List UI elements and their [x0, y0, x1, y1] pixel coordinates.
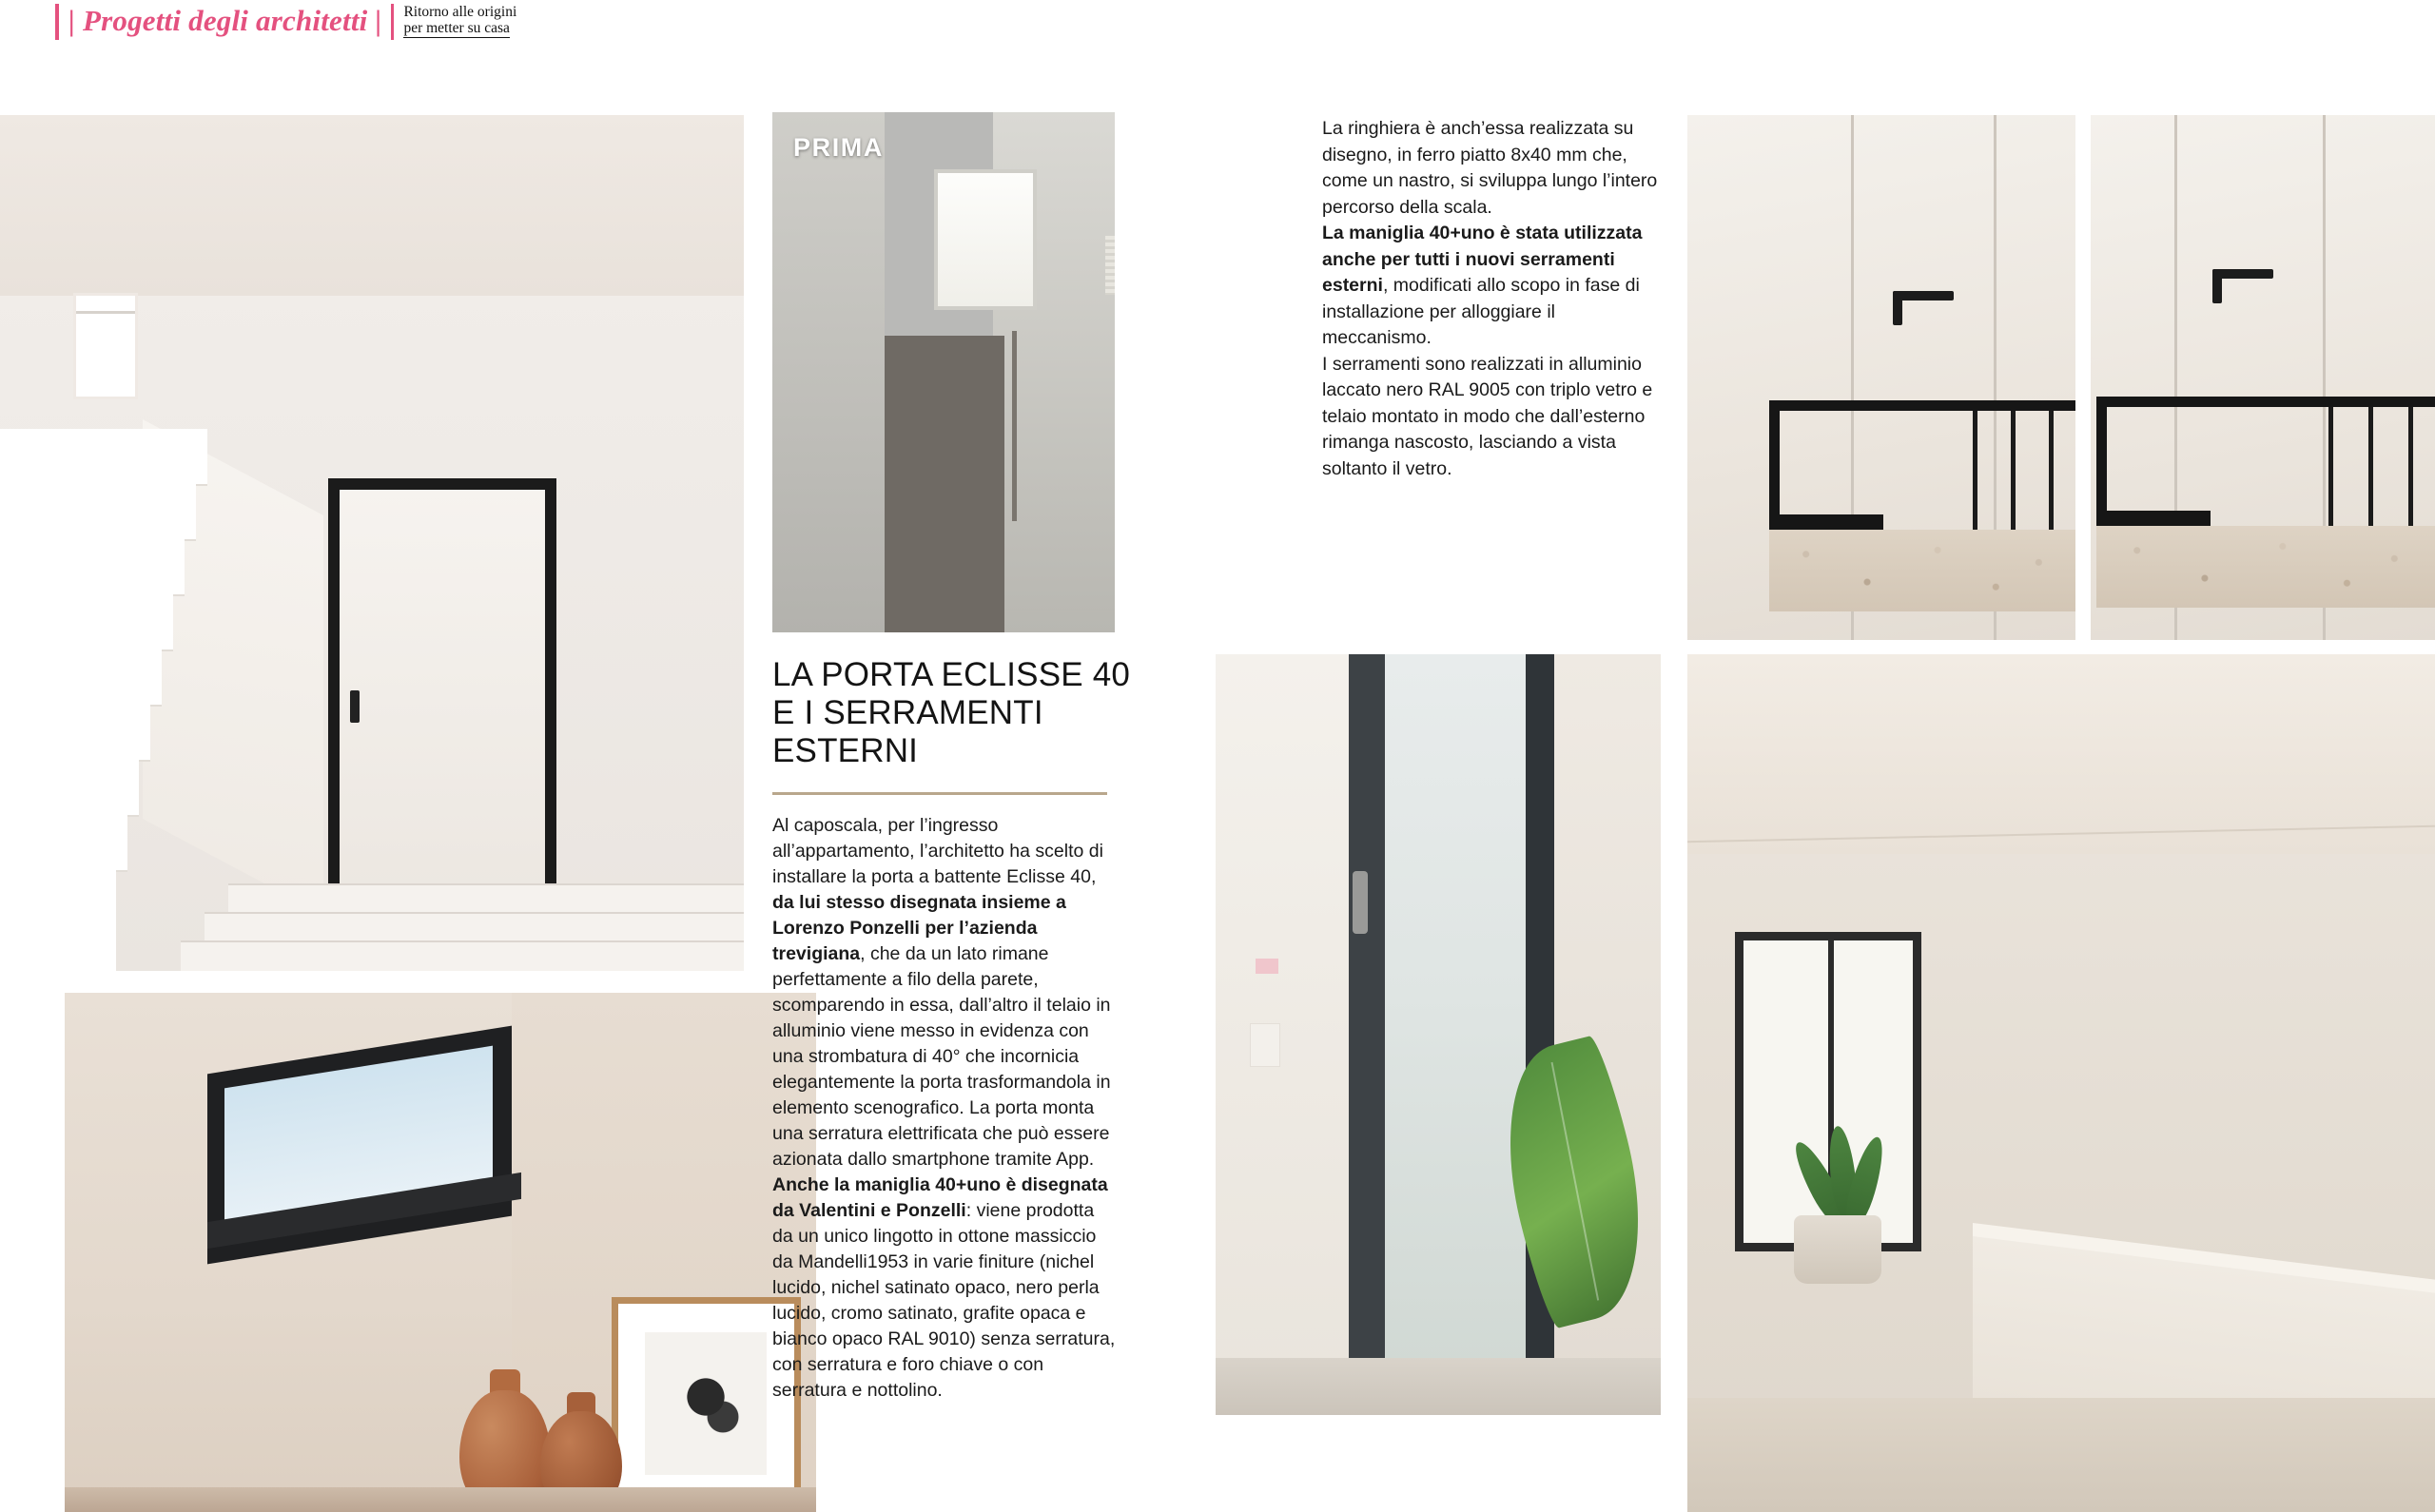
landing-step: [228, 883, 744, 914]
ceiling: [1687, 654, 2435, 854]
header-accent-rule-right: [391, 4, 394, 40]
article-body: [772, 813, 1117, 1404]
paragraph-handle-bold: La maniglia 40+uno è stata utilizzata anche per tutti i nuovi serramenti esterni: [1322, 223, 1643, 296]
page-header: [0, 0, 2435, 63]
photo-window-detail-with-leaf: [1216, 654, 1661, 1415]
old-step: [885, 484, 1004, 512]
article-headline: [772, 656, 1134, 770]
stair-step: [0, 429, 207, 486]
wall-left: [772, 112, 885, 632]
old-stairs: [885, 336, 1004, 632]
headline-line-2: E I SERRAMENTI: [772, 694, 1043, 731]
body-paragraph-2: [772, 1173, 1117, 1404]
body-p2-bold: Anche la maniglia 40+uno è disegnata da Valentini e Ponzelli: [772, 1174, 1108, 1221]
old-step: [885, 583, 1004, 611]
paragraph-handle-rest: , modificati allo scopo in fase di installazione per alloggiare il meccanismo.: [1322, 275, 1640, 348]
headline-line-1: LA PORTA ECLISSE 40: [772, 656, 1131, 693]
window-frame-outer: [1349, 654, 1385, 1415]
photo-stair-with-black-framed-door: [0, 115, 744, 971]
railing-baluster: [1973, 411, 1977, 544]
stair-step: [0, 870, 116, 971]
terrazzo-step: [2096, 526, 2435, 608]
flat-iron-handrail: [2096, 397, 2435, 407]
old-window: [934, 169, 1037, 310]
headline-divider: [772, 792, 1107, 795]
body-p2-rest: : viene prodotta da un unico lingotto in ottone massiccio da Mandelli1953 in varie finiture (nichel lucido, nichel satinato opaco, nero perla lucido, cromo satinato, grafite opaca e bianco opaco RAL 9010) senza serratura, con serratura e foro chiave o con serratura e nottolino.: [772, 1200, 1116, 1401]
old-step: [885, 385, 1004, 413]
body-p1-part2: , che da un lato rimane perfettamente a filo della parete, scomparendo in essa, dall’altro il telaio in alluminio viene messo in evidenza con una strombatura di 40° che incornicia elegantemente la porta trasformandola in elemento scenografico. La porta monta una serratura elettrificata che può essere azionata dallo smartphone tramite App.: [772, 943, 1111, 1170]
flat-iron-handrail: [1769, 400, 2075, 411]
window-glass: [1385, 654, 1526, 1415]
old-step: [885, 336, 1004, 363]
step-nosing-black: [1769, 514, 1883, 530]
text-column-top-right: [1322, 116, 1665, 482]
header-inner: [55, 2, 516, 40]
window-handle: [1353, 871, 1368, 934]
body-paragraph-1: [772, 813, 1117, 1173]
window-blind: [1105, 236, 1115, 295]
photo-corner-with-rooflight-and-pots: [65, 993, 816, 1512]
header-accent-rule-left: [55, 4, 59, 40]
body-p1-part1: Al caposcala, per l’ingresso all’appartamento, l’architetto ha scelto di installare la porta a battente Eclisse 40,: [772, 815, 1103, 887]
framed-print-artwork: [683, 1370, 740, 1437]
kicker-line-2: per metter su casa: [403, 20, 510, 36]
headline-line-3: ESTERNI: [772, 732, 919, 769]
landing-step: [205, 912, 744, 942]
paragraph-frames: I serramenti sono realizzati in alluminio laccato nero RAL 9005 con triplo vetro e telaio montato in modo che dall’esterno rimanga nascosto, lasciando a vista soltanto il vetro.: [1322, 353, 1653, 479]
photo-before-old-staircase: [772, 112, 1115, 632]
prima-label: PRIMA: [793, 133, 884, 162]
section-title: | Progetti degli architetti |: [68, 4, 382, 37]
stair-step: [0, 539, 185, 596]
stair-step: [0, 594, 173, 651]
light-switch: [1250, 1023, 1280, 1067]
old-step: [885, 410, 1004, 437]
old-step: [885, 608, 1004, 632]
plant-pot: [1794, 1215, 1881, 1284]
old-step: [885, 435, 1004, 462]
old-step: [885, 558, 1004, 586]
wall-upper: [0, 115, 744, 296]
old-step: [885, 459, 1004, 487]
door-handle: [350, 690, 360, 723]
step-nosing-black: [2096, 511, 2211, 526]
stair-step: [0, 649, 162, 707]
header-kicker: [403, 2, 516, 38]
photo-landing-railing-view-a: [1687, 115, 2075, 640]
photo-interior-with-plant-and-parapet: [1687, 654, 2435, 1512]
body-p1-bold: da lui stesso disegnata insieme a Lorenzo Ponzelli per l’azienda trevigiana: [772, 892, 1066, 964]
door-leaf: [340, 490, 545, 901]
old-step: [885, 509, 1004, 536]
wall-left: [1216, 654, 1349, 1415]
stair-step: [0, 815, 127, 872]
door-handle-rose: [1893, 291, 1902, 325]
old-step: [885, 360, 1004, 388]
stair-step: [0, 705, 150, 762]
floor-band: [65, 1487, 816, 1512]
railing-baluster: [2328, 407, 2333, 540]
paragraph-railing: La ringhiera è anch’essa realizzata su disegno, in ferro piatto 8x40 mm che, come un nastro, si sviluppa lungo l’intero percorso della scala.: [1322, 118, 1658, 218]
landing-step: [181, 940, 744, 971]
terrazzo-step: [1769, 530, 2075, 611]
paragraph-handle: [1322, 221, 1665, 352]
leaf-vein: [1551, 1062, 1600, 1301]
old-step: [885, 533, 1004, 561]
slot-window-mullion: [76, 311, 135, 314]
wall-pink-mark: [1256, 959, 1278, 974]
window-sill: [1216, 1358, 1661, 1415]
photo-landing-railing-view-b: [2091, 115, 2435, 640]
stair-step: [0, 760, 139, 817]
old-handrail: [1012, 331, 1017, 521]
kicker-line-1: Ritorno alle origini: [403, 4, 517, 20]
floor-band: [1687, 1398, 2435, 1512]
stair-step: [0, 484, 196, 541]
door-handle-rose: [2212, 269, 2222, 303]
framed-print-mat: [645, 1332, 767, 1475]
